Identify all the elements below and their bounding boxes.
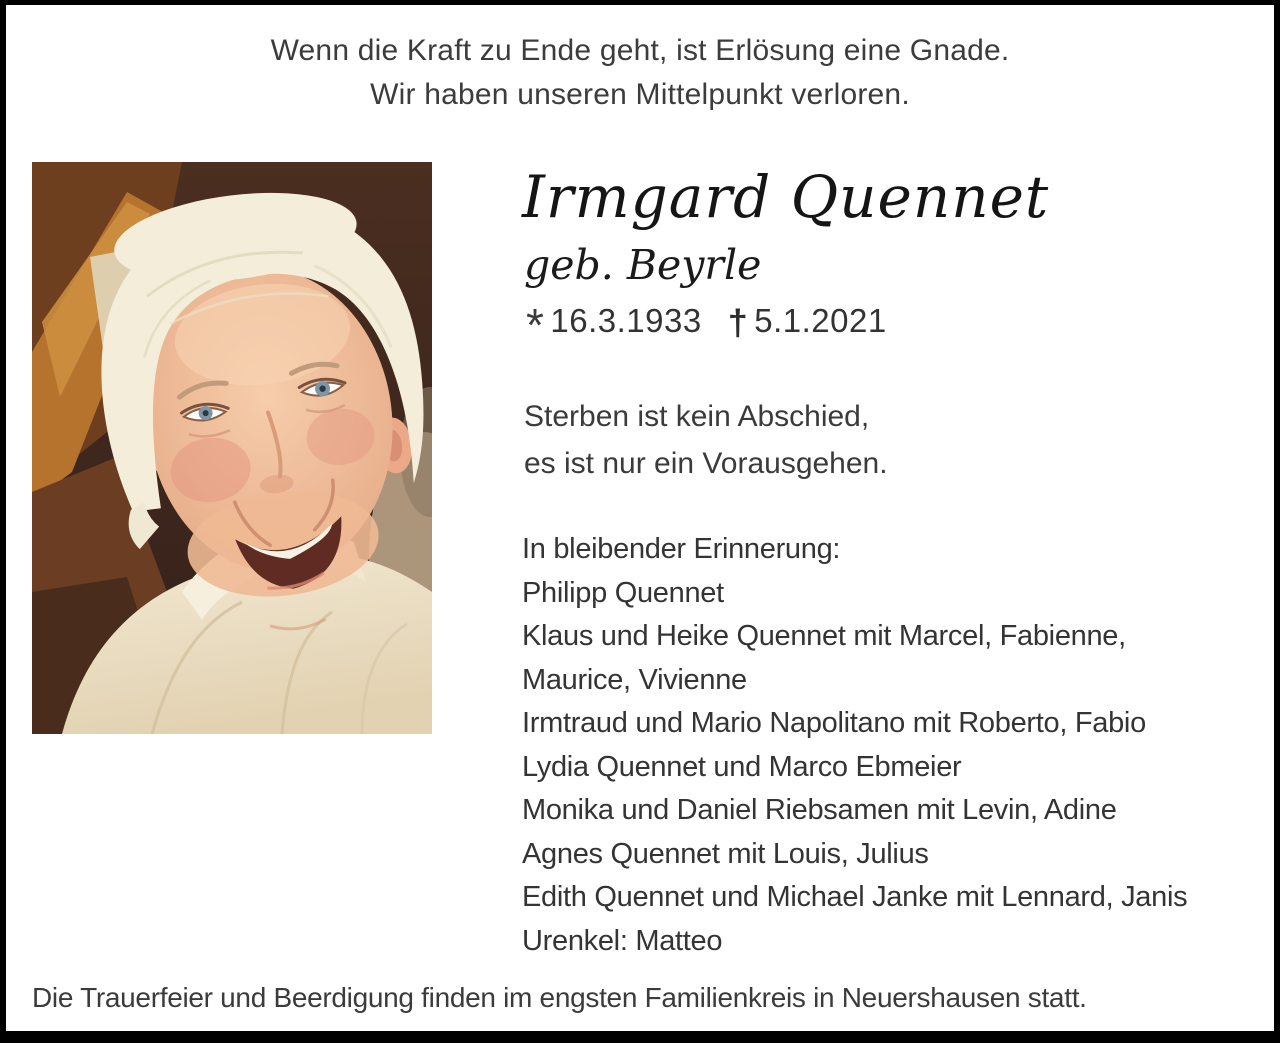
epigraph-line-2: Wir haben unseren Mittelpunkt verloren. [370,78,910,111]
mourner-line: Agnes Quennet mit Louis, Julius [522,837,929,870]
maiden-name: geb. Beyrle [524,241,762,289]
remembrance-list [522,528,1187,963]
verse-line-2: es ist nur ein Vorausgehen. [524,447,888,480]
birth-date: 16.3.1933 [550,302,702,339]
death-date: 5.1.2021 [754,302,887,339]
mourner-line: Urenkel: Matteo [522,924,723,957]
mourner-line: Philipp Quennet [522,576,724,609]
verse-line-1: Sterben ist kein Abschied, [524,400,870,433]
remembrance-heading: In bleibender Erinnerung: [522,533,841,565]
mourner-line: Lydia Quennet und Marco Ebmeier [522,750,962,783]
mourner-line: Monika und Daniel Riebsamen mit Levin, Adine [522,794,1117,826]
epigraph [6,29,1274,117]
mourner-line: Irmtraud und Mario Napolitano mit Roberto, Fabio [522,707,1146,739]
life-dates: * 16.3.1933 † 5.1.2021 [526,299,887,351]
portrait-photo [32,162,432,734]
deceased-name: Irmgard Quennet [522,163,1050,231]
portrait-photo-illustration [32,162,432,734]
funeral-note: Die Trauerfeier und Beerdigung finden im engsten Familienkreis in Neuershausen statt. [32,982,1087,1013]
memorial-verse [524,393,888,487]
mourner-line: Maurice, Vivienne [522,663,747,696]
mourner-line: Klaus und Heike Quennet mit Marcel, Fabienne, [522,620,1126,652]
mourner-line: Edith Quennet und Michael Janke mit Lennard, Janis [522,881,1188,913]
epigraph-line-1: Wenn die Kraft zu Ende geht, ist Erlösung eine Gnade. [270,34,1010,67]
